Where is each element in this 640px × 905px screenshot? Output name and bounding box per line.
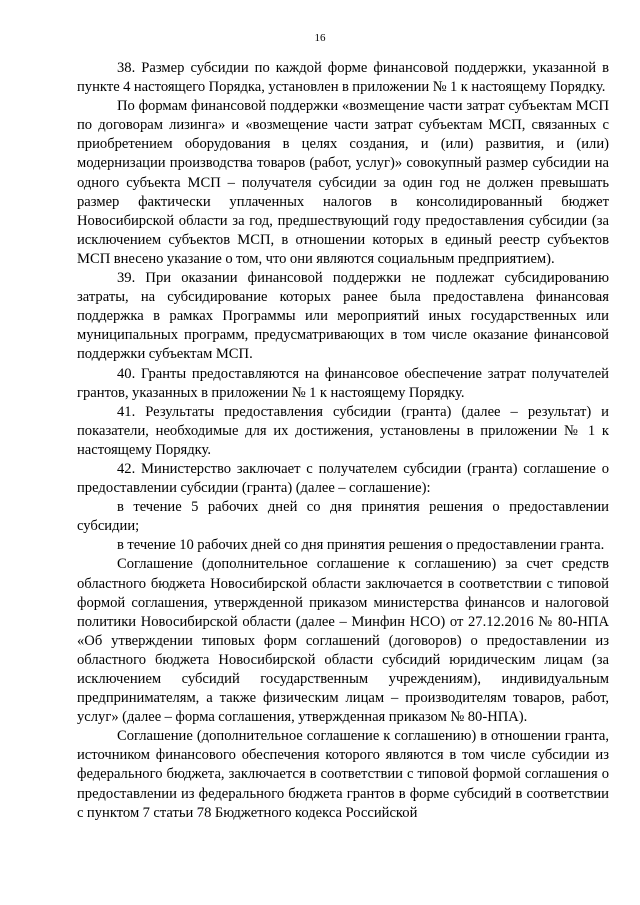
paragraph-38-leasing: По формам финансовой поддержки «возмещение части затрат субъектам МСП по договорам лизинга» и «возмещение части затрат субъектам МСП, связанных с приобретением оборудования в целях создания, и (или) развития, и (или) модернизации производства товаров (работ, услуг)» совокупный размер субсидии на одного субъекта МСП – получателя субсидии за один год не должен превышать размер фактически уплаченных налогов в консолидированный бюджет Новосибирской области за год, предшествующий году предоставления субсидии (за исключением субъектов МСП, в отношении которых в единый реестр субъектов МСП внесено указание о том, что они являются социальным предприятием).: [77, 98, 609, 267]
paragraph-40: 40. Гранты предоставляются на финансовое обеспечение затрат получателей грантов, указанных в приложении № 1 к настоящему Порядку.: [77, 365, 609, 401]
paragraph-42: 42. Министерство заключает с получателем субсидии (гранта) соглашение о предоставлении субсидии (гранта) (далее – соглашение):: [77, 460, 609, 497]
paragraph-39: 39. При оказании финансовой поддержки не подлежат субсидированию затраты, на субсидирование которых ранее была предоставлена финансовая поддержка в рамках Программы или мероприятий иных государственных или муниципальных программ, предусматривающих в том числе оказание финансовой поддержки субъектам МСП.: [77, 270, 609, 363]
document-body: [77, 59, 609, 823]
paragraph-38: 38. Размер субсидии по каждой форме финансовой поддержки, указанной в пункте 4 настоящего Порядка, установлен в приложении № 1 к настоящему Порядку.: [77, 60, 609, 96]
paragraph-42-term-subsidy: в течение 5 рабочих дней со дня принятия решения о предоставлении субсидии;: [77, 499, 609, 535]
paragraph-41: 41. Результаты предоставления субсидии (гранта) (далее – результат) и показатели, необходимые для их достижения, установлены в приложении № 1 к настоящему Порядку.: [77, 403, 609, 458]
paragraph-agreement-federal: Соглашение (дополнительное соглашение к соглашению) в отношении гранта, источником финансового обеспечения которого являются в том числе субсидии из федерального бюджета, заключается в соответствии с типовой формой соглашения о предоставлении из федерального бюджета грантов в форме субсидий в соответствии с пунктом 7 статьи 78 Бюджетного кодекса Российской: [77, 728, 609, 821]
page-number: 16: [314, 32, 326, 44]
paragraph-agreement-regional: Соглашение (дополнительное соглашение к соглашению) за счет средств областного бюджета Новосибирской области заключается в соответствии с типовой формой соглашения, утвержденной приказом министерства финансов и налоговой политики Новосибирской области (далее – Минфин НСО) от 27.12.2016 № 80-НПА «Об утверждении типовых форм соглашений (договоров) о предоставлении из областного бюджета Новосибирской области субсидий юридическим лицам (за исключением субсидий государственным учреждениям), индивидуальным предпринимателям, а также физическим лицам – производителям товаров, работ, услуг» (далее – форма соглашения, утвержденная приказом № 80-НПА).: [77, 556, 609, 726]
paragraph-42-term-grant: в течение 10 рабочих дней со дня принятия решения о предоставлении гранта.: [117, 537, 605, 554]
